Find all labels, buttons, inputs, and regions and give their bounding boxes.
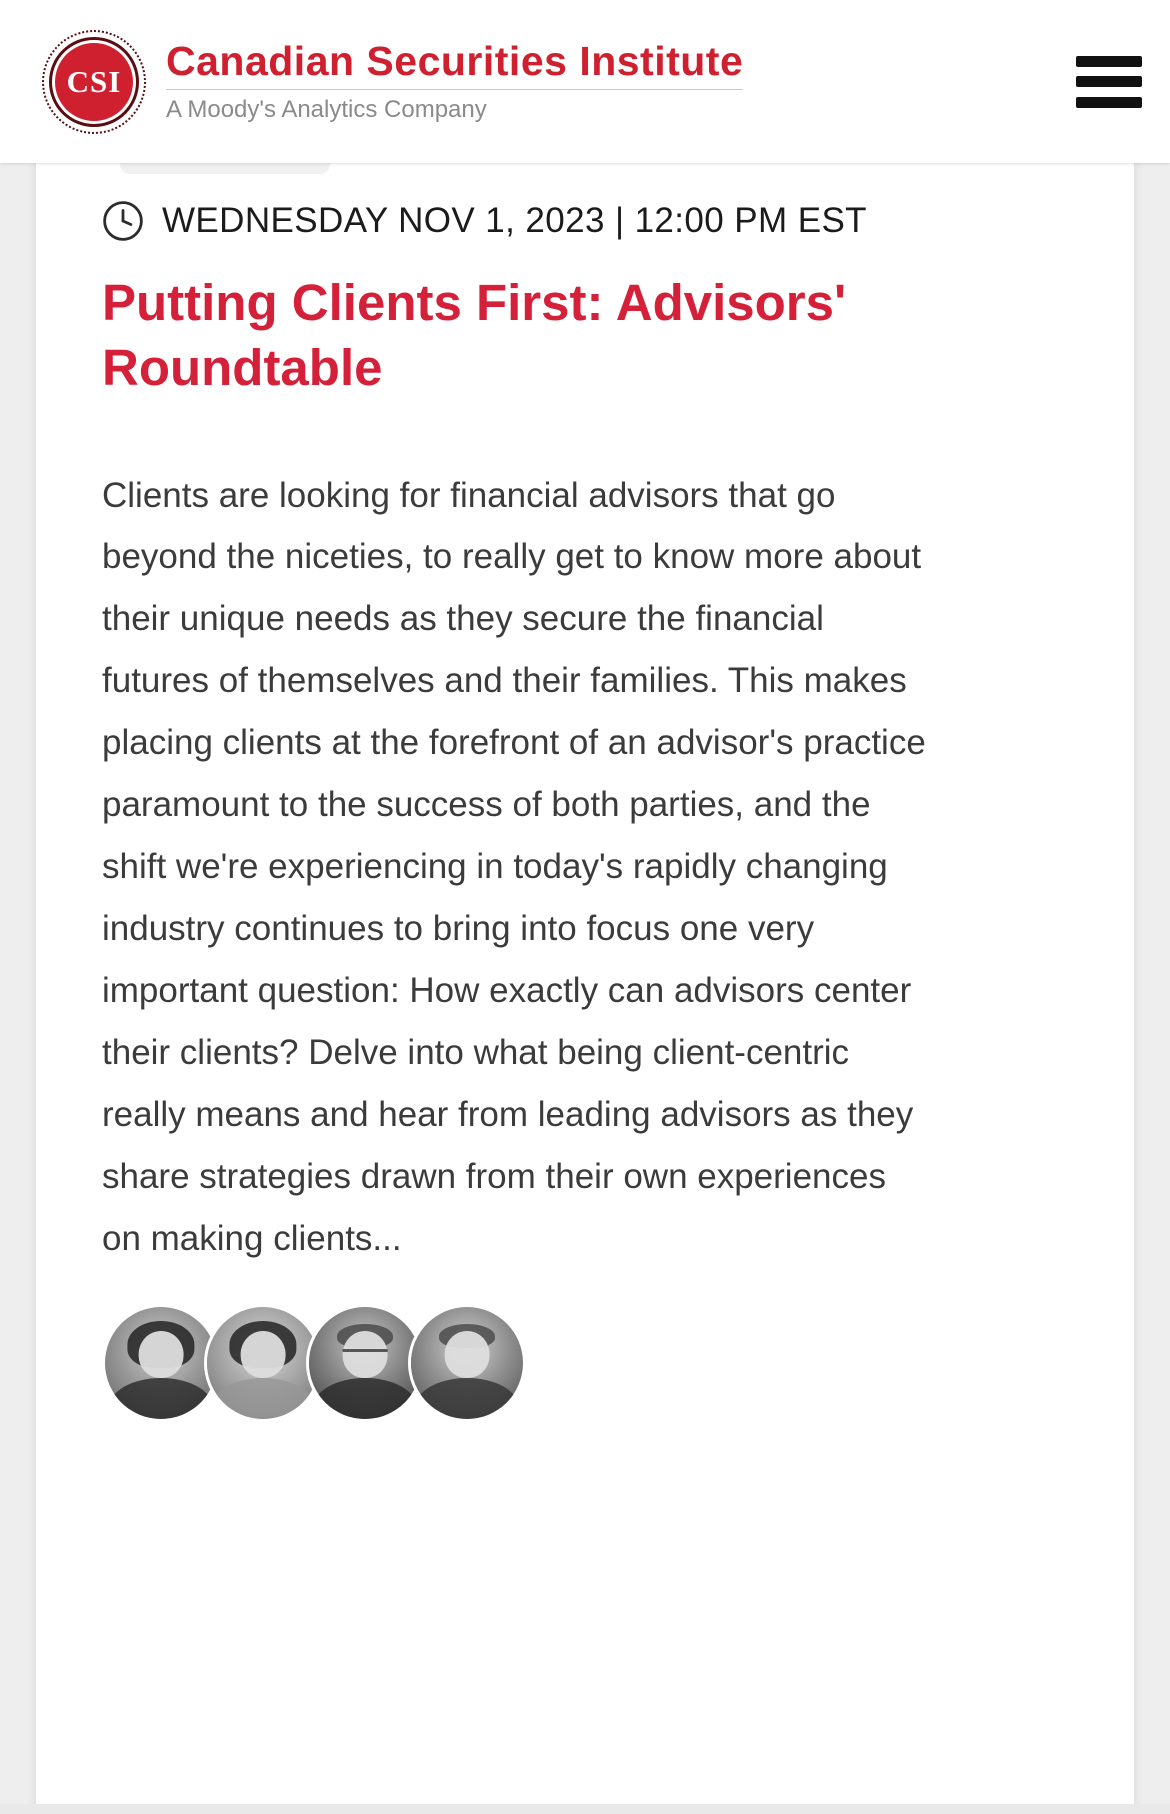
clock-icon	[102, 200, 144, 242]
speaker-avatar-1	[102, 1304, 220, 1422]
article-content	[102, 200, 1042, 1422]
brand-wordmark	[166, 39, 743, 123]
brand-divider	[166, 89, 743, 90]
csi-logo-icon	[42, 30, 146, 134]
article-title[interactable]: Putting Clients First: Advisors' Roundtable	[102, 274, 847, 397]
site-header	[0, 0, 1170, 163]
logo-initials: CSI	[66, 63, 122, 99]
event-datetime: WEDNESDAY NOV 1, 2023 | 12:00 PM EST	[162, 201, 867, 240]
brand-tagline: A Moody's Analytics Company	[166, 96, 487, 124]
speaker-avatar-4	[408, 1304, 526, 1422]
site-logo[interactable]	[42, 30, 743, 134]
speaker-avatar-list	[102, 1304, 1042, 1422]
article-body: Clients are looking for financial advisors that go beyond the niceties, to really get to know more about their unique needs as they secure the financial futures of themselves and their families. This makes placing clients at the forefront of an advisor's practice paramount to the success of both parties, and the shift we're experiencing in today's rapidly changing industry continues to bring into focus one very important question: How exactly can advisors center their clients? Delve into what being client-centric really means and hear from leading advisors as they share strategies drawn from their own experiences on making clients...	[102, 475, 926, 1258]
page-bottom-edge	[0, 1804, 1170, 1814]
speaker-avatar-2	[204, 1304, 322, 1422]
event-date-row	[102, 200, 1042, 242]
hamburger-menu-icon[interactable]	[1076, 56, 1142, 108]
brand-name: Canadian Securities Institute	[166, 38, 744, 85]
speaker-avatar-3	[306, 1304, 424, 1422]
